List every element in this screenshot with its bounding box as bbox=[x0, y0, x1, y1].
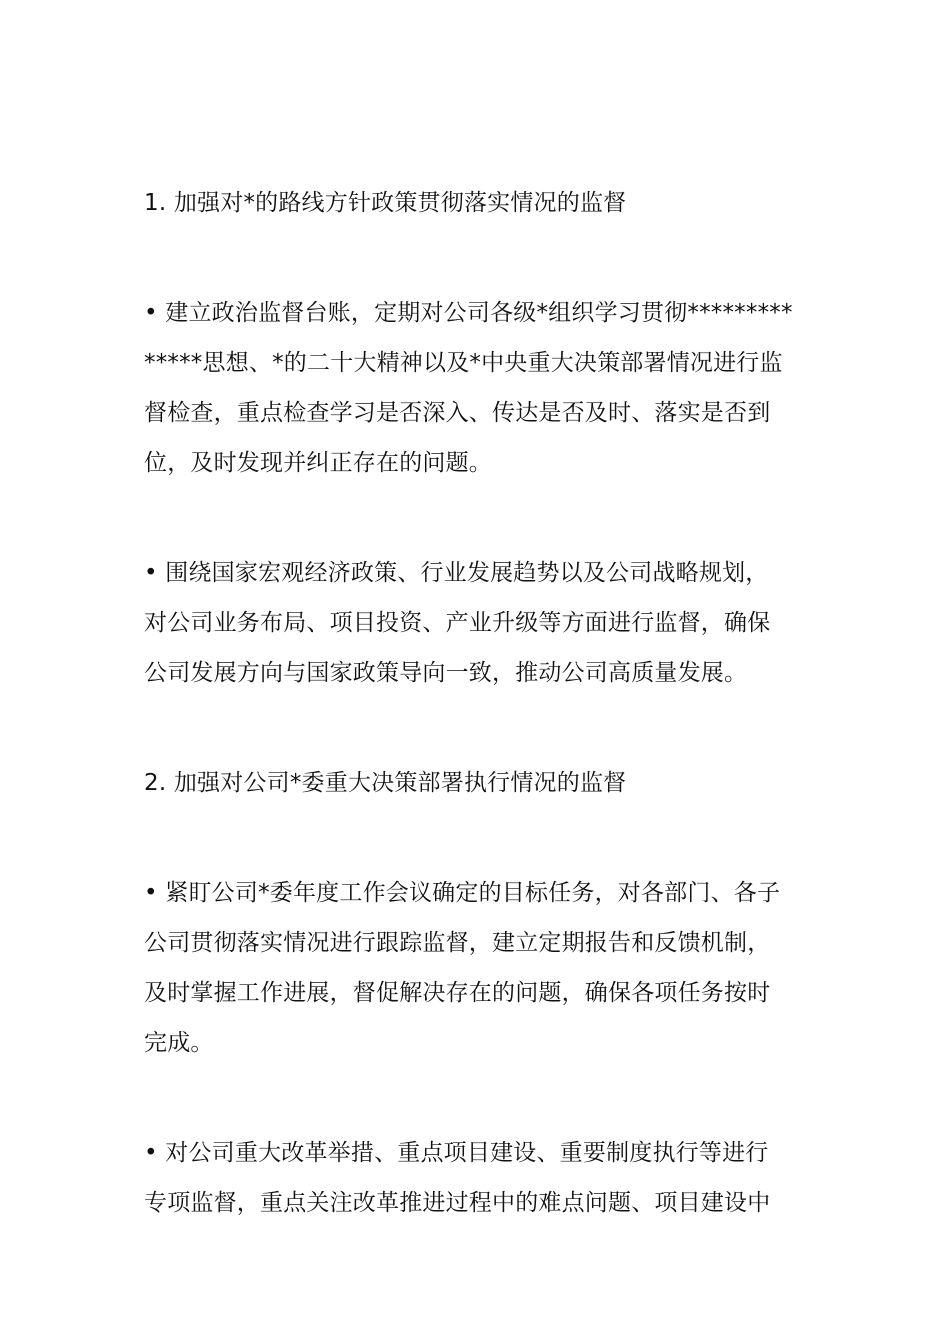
paragraph-line: 对公司业务布局、项目投资、产业升级等方面进行监督，确保 bbox=[144, 610, 771, 636]
paragraph-line: 及时掌握工作进展，督促解决存在的问题，确保各项任务按时 bbox=[144, 980, 771, 1006]
paragraph-line: 位，及时发现并纠正存在的问题。 bbox=[144, 450, 492, 476]
paragraph-line: *****思想、*的二十大精神以及*中央重大决策部署情况进行监 bbox=[144, 350, 783, 376]
paragraph-line: • 围绕国家宏观经济政策、行业发展趋势以及公司战略规划， bbox=[144, 560, 769, 586]
paragraph-line: 专项监督，重点关注改革推进过程中的难点问题、项目建设中 bbox=[144, 1190, 771, 1216]
paragraph-line: 公司贯彻落实情况进行跟踪监督，建立定期报告和反馈机制， bbox=[144, 930, 771, 956]
paragraph-line: 公司发展方向与国家政策导向一致，推动公司高质量发展。 bbox=[144, 660, 748, 686]
section-heading-1: 1. 加强对*的路线方针政策贯彻落实情况的监督 bbox=[144, 190, 627, 216]
section-heading-2: 2. 加强对公司*委重大决策部署执行情况的监督 bbox=[144, 770, 627, 796]
paragraph-line: 督检查，重点检查学习是否深入、传达是否及时、落实是否到 bbox=[144, 400, 771, 426]
bullet-paragraph bbox=[144, 1128, 804, 1228]
bullet-paragraph bbox=[144, 548, 804, 698]
document-body bbox=[144, 178, 804, 1288]
bullet-paragraph bbox=[144, 288, 804, 488]
bullet-paragraph bbox=[144, 868, 804, 1068]
paragraph-line: • 建立政治监督台账，定期对公司各级*组织学习贯彻********* bbox=[144, 300, 793, 326]
paragraph-line: • 对公司重大改革举措、重点项目建设、重要制度执行等进行 bbox=[144, 1140, 769, 1166]
paragraph-line: 完成。 bbox=[144, 1030, 214, 1056]
paragraph-line: • 紧盯公司*委年度工作会议确定的目标任务，对各部门、各子 bbox=[144, 880, 781, 906]
